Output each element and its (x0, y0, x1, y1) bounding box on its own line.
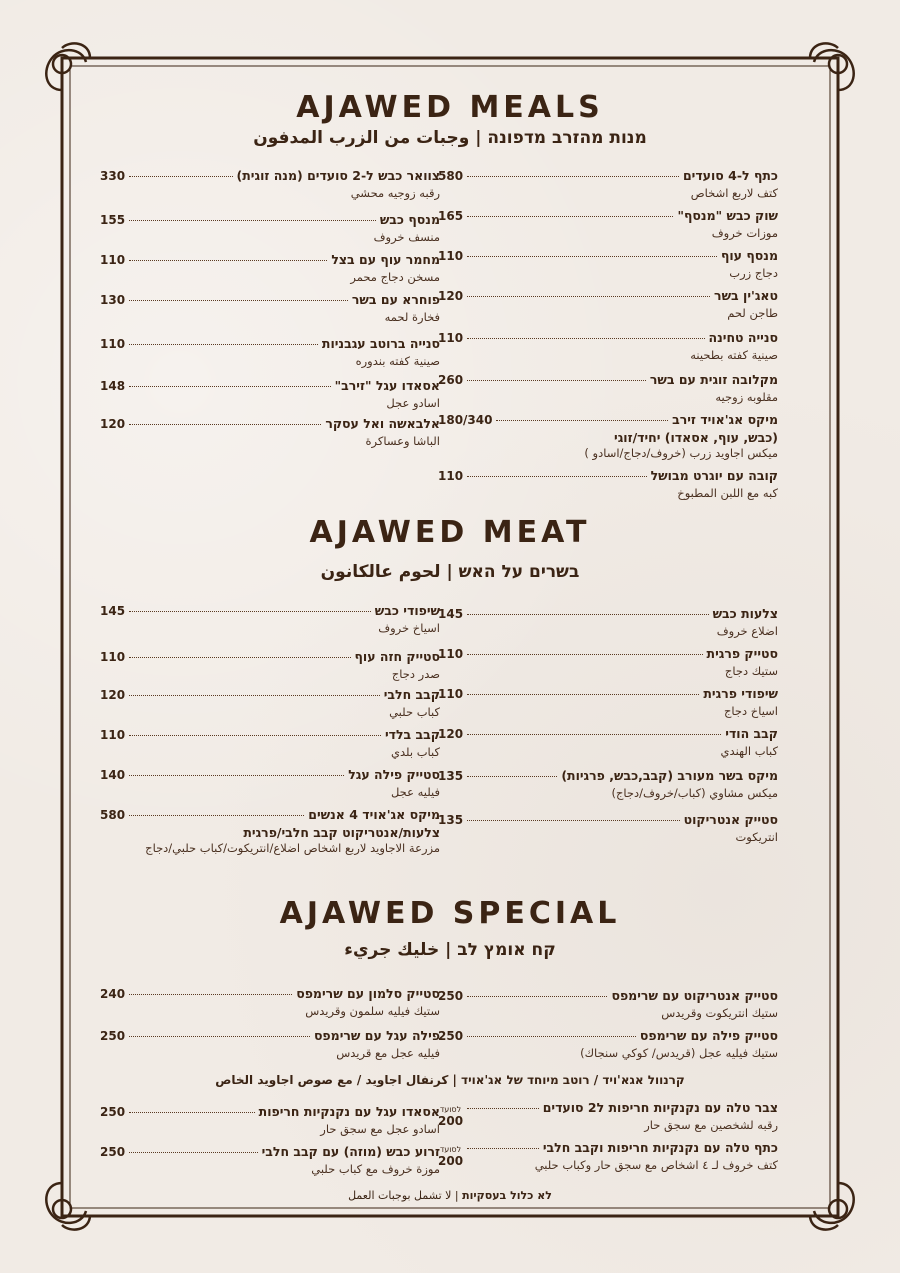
menu-item-arabic-name: اسياخ خروف (378, 621, 440, 635)
menu-item-name: קבב הודי (725, 726, 778, 741)
menu-item (438, 768, 778, 802)
menu-item-arabic-name: انتريكوت (735, 830, 778, 844)
menu-item-name: אסאדו עגל "זירב" (334, 378, 440, 393)
dot-leader (129, 735, 381, 736)
menu-item (438, 1100, 778, 1134)
menu-item-name: מיקס אג'אויד זירב (672, 412, 778, 427)
menu-item-arabic-name: الباشا وعساكرة (365, 434, 440, 448)
menu-item-name: סטייק חזה עוף (354, 649, 440, 664)
menu-item (438, 1028, 778, 1062)
menu-item-price: 200 (438, 1114, 464, 1128)
menu-item (100, 292, 440, 326)
dot-leader (467, 338, 704, 339)
dot-leader (467, 614, 709, 615)
menu-item-price: 580 (100, 808, 126, 822)
menu-item-line (438, 768, 778, 786)
menu-item-arabic-name: ميكس مشاوي (كباب/خروف/دجاج) (611, 786, 778, 800)
dot-leader (129, 1112, 255, 1113)
menu-item (100, 252, 440, 286)
menu-item-name: מיקס אג'אויד 4 אנשים (308, 807, 440, 822)
menu-item-line (438, 468, 778, 486)
menu-item-price: 120 (100, 688, 126, 702)
menu-item-arabic-name: مقلوبه زوجيه (715, 390, 778, 404)
menu-item-name: צלעות כבש (712, 606, 778, 621)
menu-item-name: אסאדו עגל עם נקנקיות חריפות (258, 1104, 440, 1119)
menu-item-line (100, 767, 440, 785)
menu-item-line (438, 646, 778, 664)
menu-item-price: 135 (438, 813, 464, 827)
dot-leader (467, 380, 646, 381)
menu-item (100, 336, 440, 370)
menu-item-price: 165 (438, 209, 464, 223)
menu-item-arabic-name: ستيك فيليه عجل (قريدس/ كوكي سنجاك) (580, 1046, 778, 1060)
menu-item-arabic-name: رقبه لشخصين مع سجق حار (644, 1118, 778, 1132)
menu-item-price: 120 (438, 727, 464, 741)
dot-leader (129, 695, 380, 696)
menu-item-price: 260 (438, 373, 464, 387)
menu-item-name: צבר טלה עם נקנקיות חריפות ל2 סועדים (542, 1100, 778, 1115)
menu-item-arabic-name: صينية كفته بندوره (355, 354, 440, 368)
menu-item-name: סנייה ברוטב עגבניות (321, 336, 440, 351)
menu-item-line (100, 212, 440, 230)
menu-item-price: 250 (100, 1145, 126, 1159)
menu-item-name: קובה עם יוגרט מבושל (650, 468, 778, 483)
menu-item-line (100, 292, 440, 310)
dot-leader (467, 476, 647, 477)
menu-item-arabic-name: صينية كفته بطحينه (690, 348, 778, 362)
menu-item-price: 110 (100, 337, 126, 351)
menu-item-price: 180/340 (438, 413, 493, 427)
dot-leader (467, 216, 673, 217)
menu-item (100, 378, 440, 412)
menu-item-name: סטייק פרגית (706, 646, 778, 661)
menu-item (100, 807, 440, 857)
menu-item-price: 110 (438, 249, 464, 263)
menu-item-price: 135 (438, 769, 464, 783)
menu-item-name: שיפודי פרגית (703, 686, 778, 701)
footer-bold: לא כלול בעסקיות (462, 1189, 552, 1202)
menu-item-arabic-name: طاجن لحم (727, 306, 778, 320)
menu-item-price: 155 (100, 213, 126, 227)
section-title-meals: AJAWED MEALS (296, 90, 604, 125)
menu-item-price-wrap (438, 1106, 463, 1128)
menu-item-price-unit: לסועד (439, 1105, 462, 1114)
menu-item-arabic-name: موزات خروف (711, 226, 778, 240)
menu-item (438, 412, 778, 462)
section-title-special: AJAWED SPECIAL (279, 896, 621, 931)
menu-item-arabic-name: ستيك فيليه سلمون وقريدس (305, 1004, 440, 1018)
menu-item (438, 330, 778, 364)
menu-item-line (438, 726, 778, 744)
menu-item-line (100, 336, 440, 354)
menu-item-price: 110 (438, 331, 464, 345)
menu-item-detail: (כבש, עוף, אסאדו) יחיד/זוגי (614, 430, 778, 445)
menu-item-line (100, 252, 440, 270)
dot-leader (467, 256, 717, 257)
menu-item-price-wrap (438, 1146, 463, 1168)
menu-item-line (438, 168, 778, 186)
menu-item-price: 120 (438, 289, 464, 303)
menu-item-price: 148 (100, 379, 126, 393)
section-subtitle-meals: מנות מהזרב מדפונה | وجبات من الزرب المدفون (253, 128, 647, 148)
menu-item-line (100, 1028, 440, 1046)
menu-item-price: 250 (100, 1029, 126, 1043)
menu-item-name: פוחרא עם בשר (351, 292, 440, 307)
menu-item-arabic-name: كباب حلبي (389, 705, 440, 719)
menu-item-arabic-name: فيليه عجل (390, 785, 440, 799)
menu-item-arabic-name: ستيك دجاج (724, 664, 778, 678)
menu-item-arabic-name: رقبه زوجيه محشي (350, 186, 440, 200)
menu-item (100, 603, 440, 637)
menu-item-price: 110 (100, 728, 126, 742)
menu-item-price: 330 (100, 169, 126, 183)
menu-item-price: 110 (438, 687, 464, 701)
menu-item-arabic-name: كتف لاربع اشخاص (690, 186, 778, 200)
menu-item-line (100, 416, 440, 434)
dot-leader (129, 994, 292, 995)
menu-item (100, 986, 440, 1020)
menu-item-name: מנסף כבש (379, 212, 440, 227)
menu-item (438, 468, 778, 502)
menu-item-arabic-name: مزرعة الاجاويد لاربع اشخاص اضلاع/انتريكوت/كباب حلبي/دجاج (145, 841, 440, 855)
menu-item-arabic-name: فيليه عجل مع قريدس (336, 1046, 440, 1060)
menu-item (100, 168, 440, 202)
menu-item-name: שיפודי כבש (374, 603, 440, 618)
menu-item-price: 110 (438, 647, 464, 661)
menu-item (438, 208, 778, 242)
menu-item (438, 168, 778, 202)
menu-item (100, 1144, 440, 1178)
menu-item-line (438, 288, 778, 306)
menu-item (438, 372, 778, 406)
menu-item-price-unit: לסועד (439, 1145, 462, 1154)
corner-ornament-tr (810, 43, 854, 90)
menu-item-name: מחמר עוף עם בצל (331, 252, 440, 267)
menu-item-price: 145 (438, 607, 464, 621)
menu-item-name: קבב בלדי (384, 727, 440, 742)
menu-item-arabic-name: ستيك انتريكوت وقريدس (661, 1006, 778, 1020)
menu-item-line (100, 727, 440, 745)
dot-leader (129, 300, 348, 301)
corner-ornament-tl (46, 43, 90, 90)
menu-item-name: כתף טלה עם נקנקיות חריפות וקבב חלבי (542, 1140, 778, 1155)
dot-leader (467, 820, 680, 821)
menu-item-line (438, 372, 778, 390)
menu-item-arabic-name: اسادو عجل مع سجق حار (320, 1122, 440, 1136)
menu-item-line (100, 986, 440, 1004)
menu-item-arabic-name: كباب الهندي (720, 744, 778, 758)
dot-leader (467, 1148, 539, 1149)
menu-item-name: כתף ל-4 סועדים (682, 168, 778, 183)
menu-item-name: סנייה טחינה (708, 330, 778, 345)
dot-leader (129, 220, 376, 221)
menu-item-name: סטייק פילה עגל (348, 767, 440, 782)
menu-item (438, 812, 778, 846)
menu-item-name: טאג'ין בשר (714, 288, 778, 303)
menu-item-line (100, 168, 440, 186)
menu-item-arabic-name: مسخن دجاج محمر (350, 270, 440, 284)
menu-item-name: אלבאשה ואל עסקר (325, 416, 440, 431)
section-subtitle-special: קח אומץ לב | خليك جريء (344, 940, 556, 960)
menu-item-arabic-name: اسياخ دجاج (723, 704, 778, 718)
menu-item-price: 110 (100, 253, 126, 267)
menu-item-name: סטייק אנטריקוט (683, 812, 778, 827)
menu-item-line (100, 1144, 440, 1162)
menu-item (438, 288, 778, 322)
menu-item-line (438, 606, 778, 624)
dot-leader (467, 1036, 636, 1037)
menu-item-name: סטייק אנטריקוט עם שרימפס (611, 988, 778, 1003)
menu-item-price: 240 (100, 987, 126, 1001)
menu-item-price: 120 (100, 417, 126, 431)
dot-leader (467, 694, 699, 695)
menu-item-arabic-name: اضلاع خروف (716, 624, 778, 638)
dot-leader (467, 296, 710, 297)
menu-item-name: סטייק פילה עם שרימפס (639, 1028, 778, 1043)
menu-item-price: 140 (100, 768, 126, 782)
menu-item (100, 1028, 440, 1062)
dot-leader (129, 1152, 258, 1153)
menu-item-line (438, 412, 778, 430)
dot-leader (129, 815, 304, 816)
menu-item (438, 686, 778, 720)
menu-item-line (100, 649, 440, 667)
menu-item-price: 250 (438, 1029, 464, 1043)
menu-item (100, 212, 440, 246)
menu-item (100, 649, 440, 683)
dot-leader (129, 775, 344, 776)
dot-leader (467, 176, 679, 177)
menu-item-arabic-name: موزة خروف مع كباب حلبي (311, 1162, 440, 1176)
menu-item-name: מקלובה זוגית עם בשר (649, 372, 778, 387)
menu-item (438, 646, 778, 680)
dot-leader (496, 420, 668, 421)
menu-item (438, 988, 778, 1022)
menu-item-arabic-name: فخارة لحمه (384, 310, 440, 324)
menu-item-name: שוק כבש "מנסף" (677, 208, 778, 223)
menu-item-price: 145 (100, 604, 126, 618)
menu-item-name: מנסף עוף (720, 248, 778, 263)
menu-item-arabic-name: كتف خروف لـ ٤ اشخاص مع سجق حار وكباب حلبي (534, 1158, 778, 1172)
dot-leader (129, 176, 232, 177)
menu-item-price: 130 (100, 293, 126, 307)
menu-item-line (100, 807, 440, 825)
menu-item-arabic-name: كبه مع اللبن المطبوخ (677, 486, 778, 500)
menu-item-line (438, 812, 778, 830)
menu-item-line (438, 1028, 778, 1046)
menu-item (100, 767, 440, 801)
dot-leader (129, 386, 331, 387)
dot-leader (467, 654, 702, 655)
menu-item-arabic-name: منسف خروف (373, 230, 440, 244)
menu-item-name: קבב חלבי (383, 687, 440, 702)
menu-item-name: פילה עגל עם שרימפס (313, 1028, 440, 1043)
dot-leader (467, 734, 721, 735)
menu-item-price: 110 (438, 469, 464, 483)
menu-item-price: 250 (438, 989, 464, 1003)
menu-item-arabic-name: دجاج زرب (729, 266, 778, 280)
footer-rest: | لا تشمل بوجبات العمل (348, 1189, 463, 1202)
menu-item-price: 580 (438, 169, 464, 183)
menu-item (100, 687, 440, 721)
menu-item-arabic-name: صدر دجاج (391, 667, 440, 681)
menu-item-arabic-name: كباب بلدي (391, 745, 440, 759)
dot-leader (129, 260, 327, 261)
dot-leader (467, 776, 557, 777)
menu-item-line (100, 1104, 440, 1122)
menu-item (438, 606, 778, 640)
menu-item-detail: צלעות/אנטריקוט קבב חלבי/פרגית (243, 825, 440, 840)
footer-note (0, 1189, 900, 1202)
menu-item-name: זרוע כבש (מוזה) עם קבב חלבי (261, 1144, 440, 1159)
menu-item-line (438, 686, 778, 704)
menu-item-name: סטייק סלמון עם שרימפס (296, 986, 440, 1001)
menu-item-arabic-name: ميكس اجاويد زرب (خروف/دجاج/اسادو ) (584, 446, 778, 460)
menu-item-line (438, 330, 778, 348)
menu-item-price: 250 (100, 1105, 126, 1119)
dot-leader (129, 424, 321, 425)
menu-item-line (100, 378, 440, 396)
menu-item-line (438, 248, 778, 266)
dot-leader (129, 1036, 310, 1037)
dot-leader (129, 611, 371, 612)
dot-leader (129, 657, 350, 658)
special-note: קרנוול אגא'ויד / רוטב מיוחד של אג'אויד | كرنفال اجاويد / مع صوص اجاويد الخاص (215, 1073, 685, 1087)
menu-item-price: 110 (100, 650, 126, 664)
menu-item-name: צוואר כבש ל-2 סועדים (מנה זוגית) (236, 168, 440, 183)
menu-item-line (438, 208, 778, 226)
menu-item-line (100, 687, 440, 705)
menu-item-arabic-name: اسادو عجل (386, 396, 440, 410)
menu-item (100, 1104, 440, 1138)
section-subtitle-meat: בשרים על האש | لحوم عالكانون (320, 562, 580, 582)
menu-item (438, 726, 778, 760)
menu-item-line (100, 603, 440, 621)
dot-leader (467, 1108, 539, 1109)
menu-item (438, 248, 778, 282)
dot-leader (129, 344, 318, 345)
dot-leader (467, 996, 607, 997)
menu-item-price: 200 (438, 1154, 464, 1168)
menu-item (438, 1140, 778, 1174)
section-title-meat: AJAWED MEAT (309, 515, 591, 550)
menu-item-name: מיקס בשר מעורב (קבב,כבש, פרגיות) (561, 768, 778, 783)
menu-item-line (438, 988, 778, 1006)
menu-item (100, 416, 440, 450)
menu-item (100, 727, 440, 761)
